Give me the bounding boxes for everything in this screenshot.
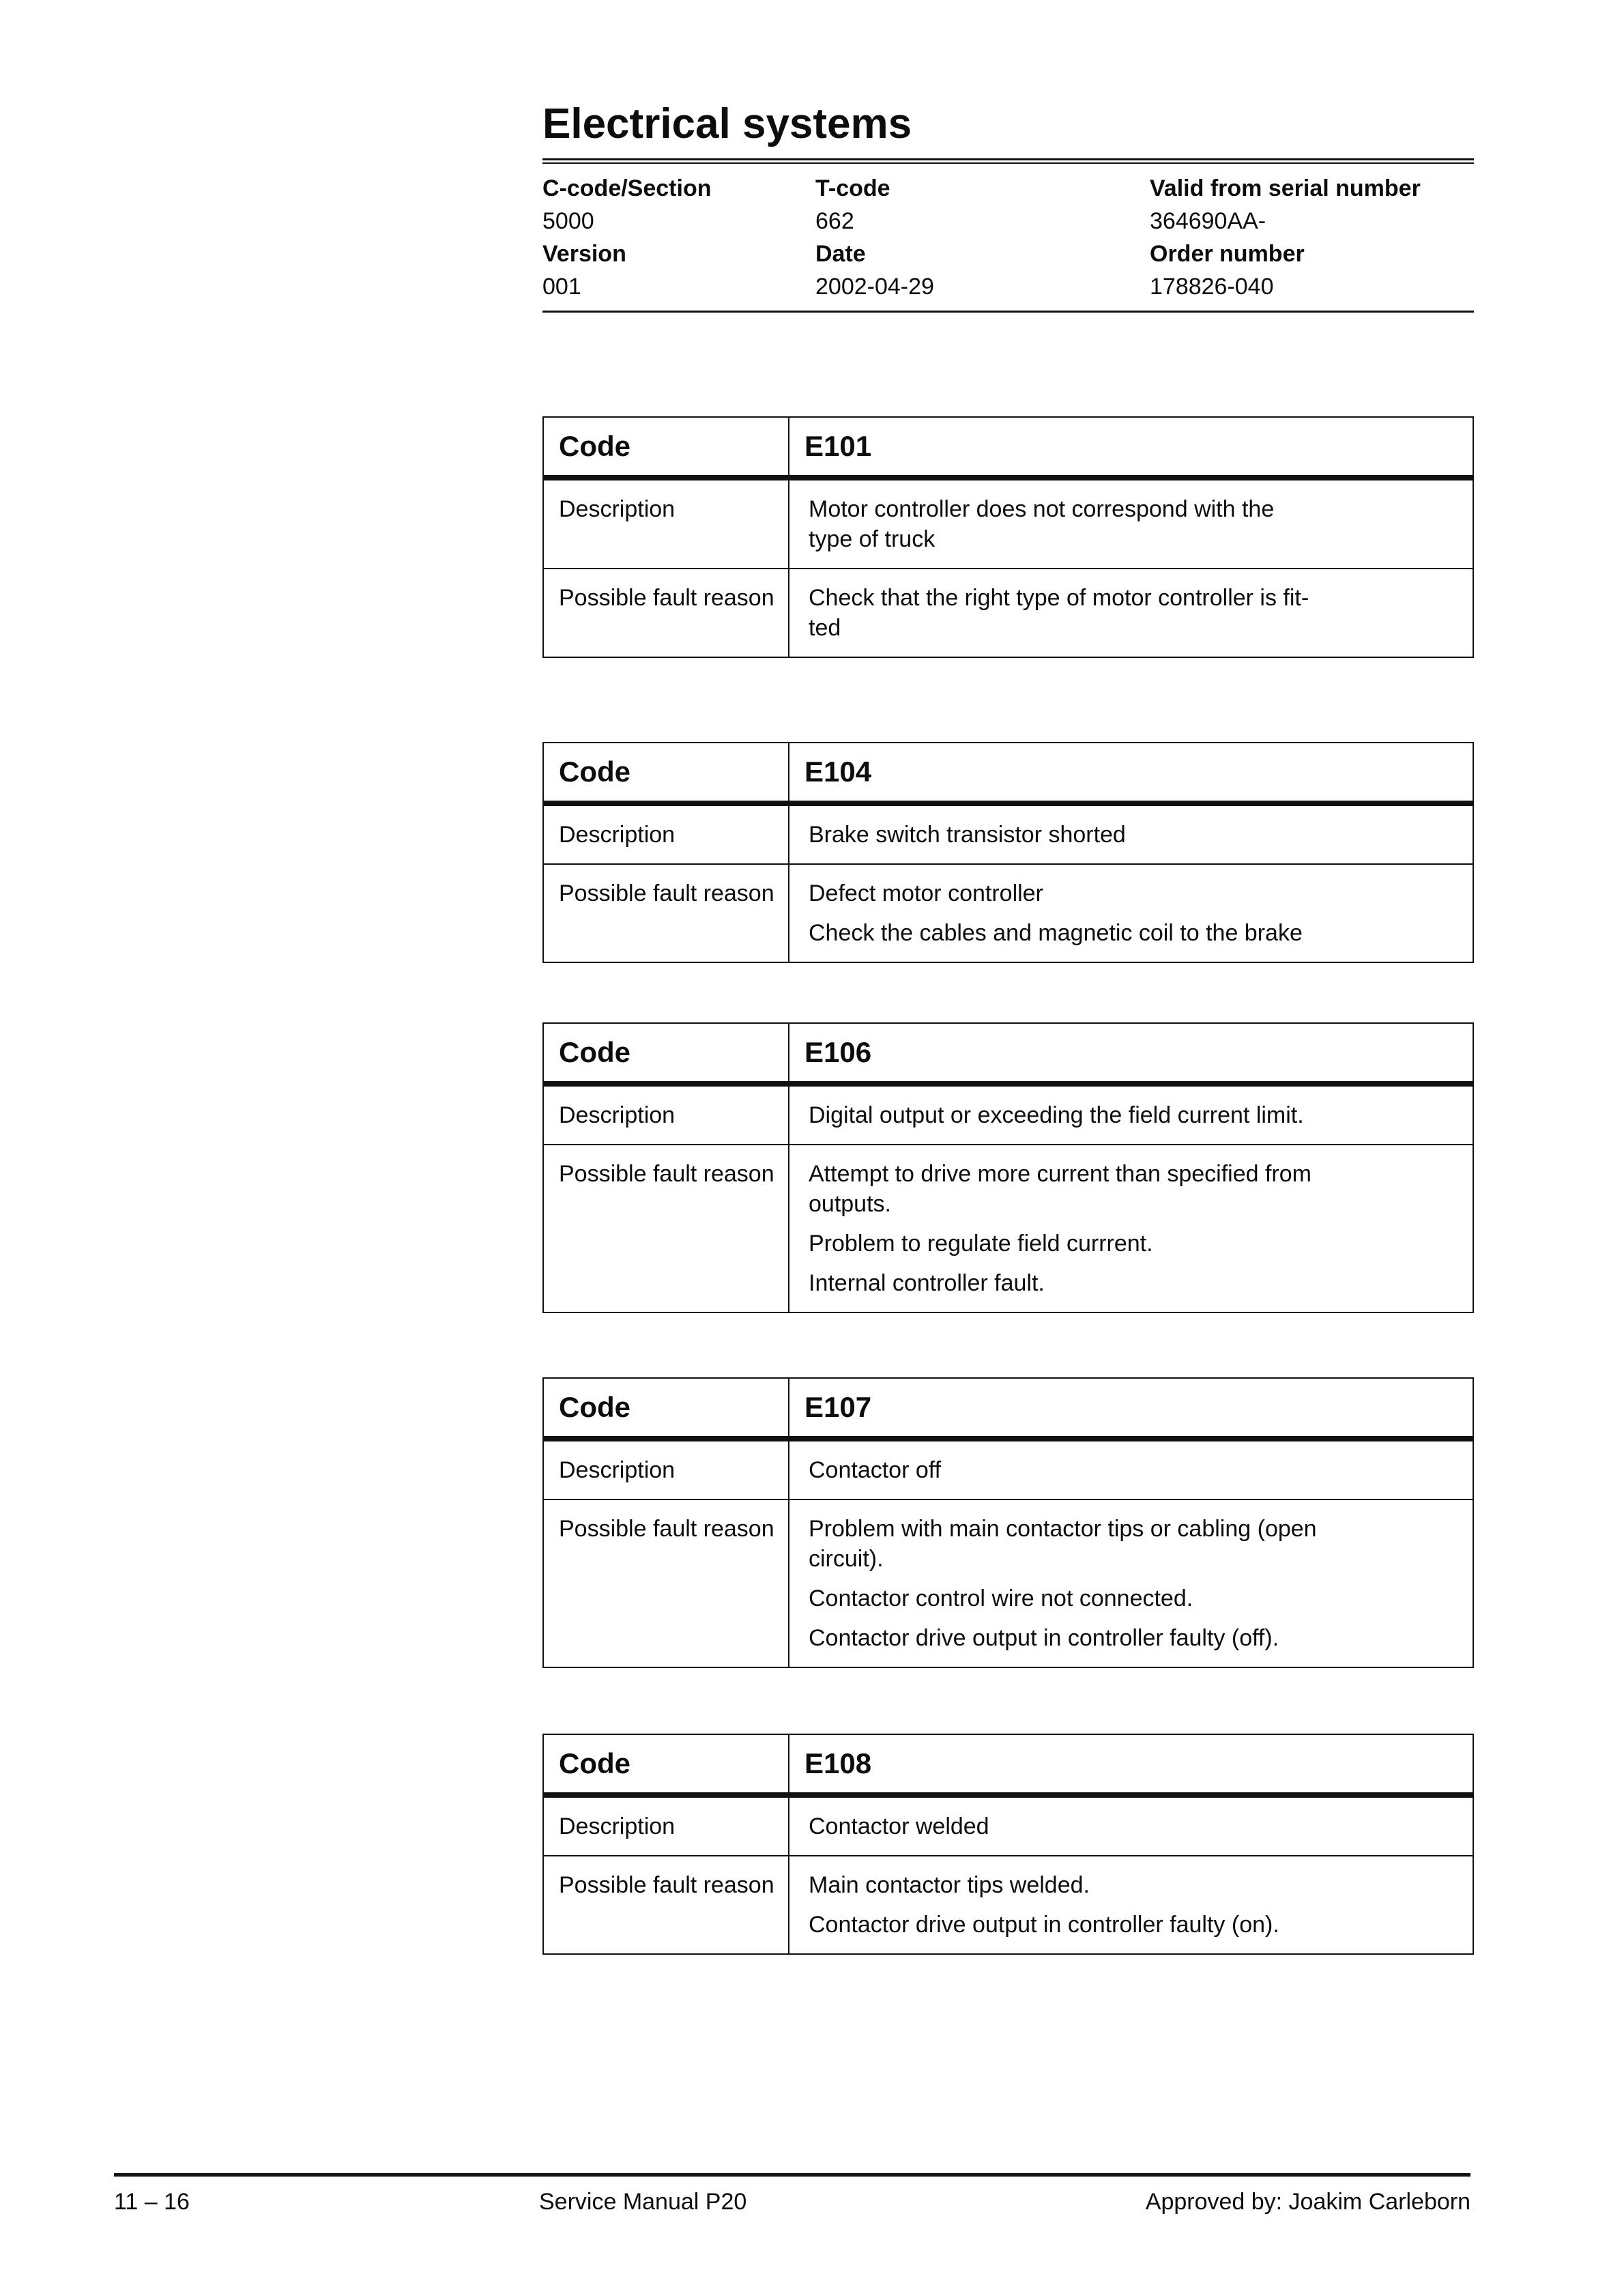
code-header-label: Code <box>544 418 789 475</box>
description-text <box>789 806 1473 863</box>
fault-reason-label: Possible fault reason <box>544 569 789 657</box>
fault-reason-label: Possible fault reason <box>544 1856 789 1953</box>
description-text <box>789 1087 1473 1144</box>
text-line: circuit). <box>809 1546 884 1572</box>
meta-label: T-code <box>815 175 890 201</box>
text-line: Internal controller fault. <box>809 1270 1045 1296</box>
text-line: Contactor drive output in controller faulty (off). <box>809 1625 1279 1651</box>
text-line: Check the cables and magnetic coil to the brake <box>809 920 1303 946</box>
text-line: Contactor control wire not connected. <box>809 1585 1193 1611</box>
table-header-row <box>544 1024 1473 1087</box>
code-header-value: E104 <box>804 756 872 788</box>
description-label: Description <box>544 1798 789 1855</box>
text-line: Problem with main contactor tips or cabling (open <box>809 1516 1317 1542</box>
fault-reason-row <box>544 863 1473 962</box>
description-label: Description <box>544 480 789 568</box>
code-header-label: Code <box>544 743 789 801</box>
text-line: outputs. <box>809 1191 891 1217</box>
fault-reason-label: Possible fault reason <box>544 1500 789 1667</box>
description-label: Description <box>544 1087 789 1144</box>
description-label: Description <box>544 806 789 863</box>
table-header-row <box>544 1379 1473 1441</box>
meta-label: Order number <box>1150 241 1305 267</box>
code-header-value: E108 <box>804 1747 872 1779</box>
fault-code-table <box>542 1377 1474 1668</box>
table-header-row <box>544 1735 1473 1798</box>
meta-label: Date <box>815 241 866 267</box>
text-line: Motor controller does not correspond with the <box>809 496 1275 522</box>
text-line: Contactor drive output in controller faulty (on). <box>809 1912 1279 1938</box>
fault-reason-row <box>544 1144 1473 1312</box>
meta-value: 662 <box>815 208 854 234</box>
footer-page-number: 11 – 16 <box>114 2189 190 2215</box>
description-text <box>789 480 1473 568</box>
fault-reason-label: Possible fault reason <box>544 1145 789 1312</box>
text-line: ted <box>809 615 841 641</box>
code-header-value: E106 <box>804 1036 872 1068</box>
fault-reason-row <box>544 1499 1473 1667</box>
text-line: Digital output or exceeding the field current limit. <box>809 1102 1304 1128</box>
footer-document-name: Service Manual P20 <box>539 2189 747 2215</box>
meta-value: 001 <box>542 274 581 300</box>
table-header-row <box>544 418 1473 480</box>
meta-label: C-code/Section <box>542 175 712 201</box>
text-line: type of truck <box>809 526 936 552</box>
description-text <box>789 1798 1473 1855</box>
description-row <box>544 806 1473 863</box>
meta-value: 5000 <box>542 208 594 234</box>
text-line: Brake switch transistor shorted <box>809 822 1126 848</box>
text-line: Check that the right type of motor controller is fit- <box>809 585 1309 611</box>
text-line: Defect motor controller <box>809 880 1043 906</box>
meta-value: 2002-04-29 <box>815 274 934 300</box>
fault-reason-text <box>789 569 1473 657</box>
fault-reason-label: Possible fault reason <box>544 865 789 962</box>
fault-code-table <box>542 416 1474 658</box>
fault-code-table <box>542 1022 1474 1313</box>
fault-reason-text <box>789 1856 1473 1953</box>
fault-reason-row <box>544 568 1473 657</box>
text-line: Contactor welded <box>809 1813 989 1839</box>
fault-reason-text <box>789 865 1473 962</box>
meta-value: 364690AA- <box>1150 208 1266 234</box>
footer-approved-by: Approved by: Joakim Carleborn <box>1145 2189 1470 2215</box>
table-header-row <box>544 743 1473 806</box>
description-row <box>544 480 1473 568</box>
meta-value: 178826-040 <box>1150 274 1274 300</box>
header-bottom-rule <box>542 311 1474 313</box>
page-title: Electrical systems <box>542 100 912 147</box>
fault-reason-row <box>544 1855 1473 1953</box>
text-line: Problem to regulate field currrent. <box>809 1231 1153 1257</box>
code-header-value: E107 <box>804 1391 872 1423</box>
description-text <box>789 1441 1473 1499</box>
meta-label: Valid from serial number <box>1150 175 1421 201</box>
header-top-rule <box>542 158 1474 164</box>
text-line: Contactor off <box>809 1457 942 1483</box>
code-header-value: E101 <box>804 430 872 462</box>
text-line: Main contactor tips welded. <box>809 1872 1090 1898</box>
description-label: Description <box>544 1441 789 1499</box>
fault-reason-text <box>789 1500 1473 1667</box>
header-meta <box>542 173 1474 304</box>
footer-rule <box>114 2173 1470 2177</box>
text-line: Attempt to drive more current than specified from <box>809 1161 1311 1187</box>
description-row <box>544 1087 1473 1144</box>
description-row <box>544 1441 1473 1499</box>
fault-code-table <box>542 1734 1474 1955</box>
code-header-label: Code <box>544 1024 789 1081</box>
meta-label: Version <box>542 241 626 267</box>
code-header-label: Code <box>544 1735 789 1792</box>
fault-code-table <box>542 742 1474 963</box>
description-row <box>544 1798 1473 1855</box>
fault-reason-text <box>789 1145 1473 1312</box>
code-header-label: Code <box>544 1379 789 1436</box>
